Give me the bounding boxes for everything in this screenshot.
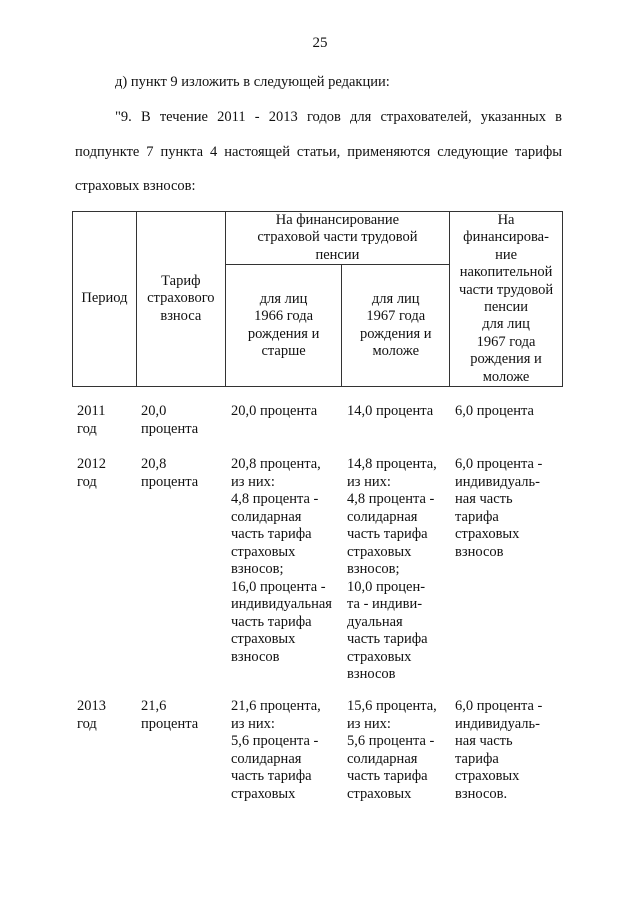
cell-tariff: 21,6 процента xyxy=(141,698,199,732)
cell-funded: 6,0 процента - индивидуаль- ная часть тарифа страховых взносов. xyxy=(455,698,543,802)
cell-tariff: 20,8 процента xyxy=(141,456,199,490)
cell-older: 20,0 процента xyxy=(231,403,318,419)
header-insurance-part: На финансирование страховой части трудовой пенсии xyxy=(225,212,449,265)
intro-line: д) пункт 9 изложить в следующей редакции: xyxy=(115,74,390,90)
header-born-1966-older: для лиц 1966 года рождения и старше xyxy=(225,265,342,387)
header-tariff: Тариф страхового взноса xyxy=(136,212,225,387)
header-funded-part: На финансирова- ние накопительной части трудовой пенсии для лиц 1967 года рождения и моложе xyxy=(450,212,563,387)
table-header xyxy=(72,211,563,387)
cell-older: 21,6 процента, из них: 5,6 процента - солидарная часть тарифа страховых xyxy=(231,698,321,802)
page-number: 25 xyxy=(312,35,328,51)
cell-period: 2012 год xyxy=(77,456,106,490)
cell-younger: 14,0 процента xyxy=(347,403,434,419)
paragraph-line-2: подпункте 7 пункта 4 настоящей статьи, применяются следующие тарифы xyxy=(75,144,562,160)
cell-younger: 14,8 процента, из них: 4,8 процента - солидарная часть тарифа страховых взносов; 10,0 процен- та - индиви- дуальная часть тарифа страховых взносов xyxy=(347,456,437,682)
cell-younger: 15,6 процента, из них: 5,6 процента - солидарная часть тарифа страховых xyxy=(347,698,437,802)
paragraph-line-1: "9. В течение 2011 - 2013 годов для страхователей, указанных в xyxy=(115,109,562,125)
cell-funded: 6,0 процента xyxy=(455,403,534,419)
header-period: Период xyxy=(73,212,137,387)
header-born-1967-younger: для лиц 1967 года рождения и моложе xyxy=(342,265,450,387)
cell-period: 2011 год xyxy=(77,403,106,437)
cell-period: 2013 год xyxy=(77,698,106,732)
cell-tariff: 20,0 процента xyxy=(141,403,199,437)
cell-older: 20,8 процента, из них: 4,8 процента - солидарная часть тарифа страховых взносов; 16,0 процента - индивидуальная часть тарифа страховых взносов xyxy=(231,456,332,665)
paragraph-line-3: страховых взносов: xyxy=(75,178,196,194)
cell-funded: 6,0 процента - индивидуаль- ная часть тарифа страховых взносов xyxy=(455,456,543,560)
